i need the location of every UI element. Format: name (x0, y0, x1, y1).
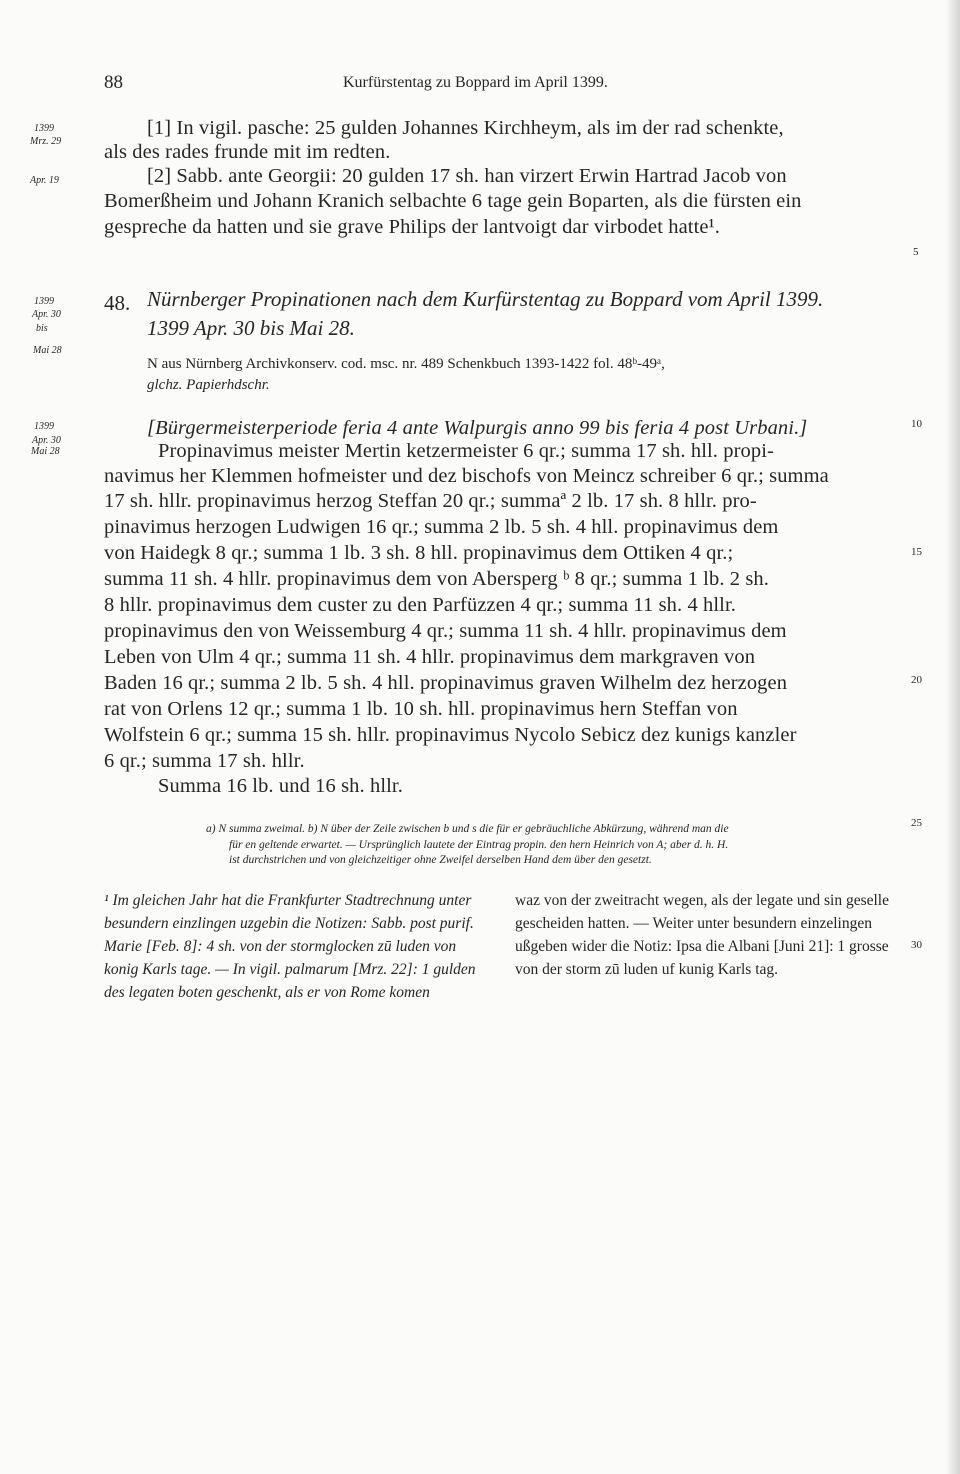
document-title: Nürnberger Propinationen nach dem Kurfürstentag zu Boppard vom April 1399. (147, 287, 824, 311)
text-line: [2] Sabb. ante Georgii: 20 gulden 17 sh. han virzert Erwin Hartrad Jacob von (147, 165, 787, 187)
running-title: Kurfürstentag zu Boppard im April 1399. (343, 74, 608, 91)
source-description: N aus Nürnberg Archivkonserv. cod. msc. nr. 489 Schenkbuch 1393-1422 fol. 48ᵇ-49ᵃ, (147, 356, 665, 372)
footnote-left-column: ¹ Im gleichen Jahr hat die Frankfurter Stadtrechnung unter besundern einzlingen uzgebin die Notizen: Sabb. post purif. Marie [Feb. 8]: 4 sh. von der stormglocken zū luden von konig Karls tage. — In vigil. palmarum [Mrz. 22]: 1 gulden des legaten boten geschenkt, als er von Rome komen (104, 892, 476, 1001)
margin-date: Mai 28 (31, 446, 60, 457)
text-line: Baden 16 qr.; summa 2 lb. 5 sh. 4 hll. propinavimus graven Wilhelm dez herzogen (104, 672, 788, 694)
margin-date: bis (36, 323, 48, 334)
margin-date: Mrz. 29 (30, 136, 62, 147)
page-edge-shadow (946, 0, 960, 1474)
line-number: 25 (911, 817, 922, 829)
text-line: Bomerßheim und Johann Kranich selbachte 6 tage gein Boparten, als die fürsten ein (104, 190, 802, 212)
line-number: 5 (913, 246, 919, 258)
summary-line: Summa 16 lb. und 16 sh. hllr. (158, 775, 403, 797)
text-line: Leben von Ulm 4 qr.; summa 11 sh. 4 hllr. propinavimus dem markgraven von (104, 646, 756, 668)
text-line: summa 11 sh. 4 hllr. propinavimus dem von Abersperg ᵇ 8 qr.; summa 1 lb. 2 sh. (104, 568, 769, 590)
line-number: 20 (911, 674, 922, 686)
line-number: 10 (911, 418, 922, 430)
text-line: [Bürgermeisterperiode feria 4 ante Walpurgis anno 99 bis feria 4 post Urbani.] (147, 417, 808, 439)
apparatus-note: ist durchstrichen und von gleichzeitiger ohne Zweifel derselben Hand dem über den gesetzt. (229, 854, 652, 866)
text-line: propinavimus den von Weissemburg 4 qr.; summa 11 sh. 4 hllr. propinavimus dem (104, 620, 787, 642)
line-number: 15 (911, 546, 922, 558)
margin-date-year: 1399 (34, 421, 54, 432)
margin-date: Apr. 19 (30, 175, 59, 186)
text-line: 17 sh. hllr. propinavimus herzog Steffan 20 qr.; summaª 2 lb. 17 sh. 8 hllr. pro- (104, 490, 757, 512)
source-description: glchz. Papierhdschr. (147, 377, 270, 393)
margin-date-year: 1399 (34, 296, 54, 307)
text-line: gespreche da hatten und sie grave Philips der lantvoigt dar virbodet hatte¹. (104, 216, 721, 238)
text-line: pinavimus herzogen Ludwigen 16 qr.; summa 2 lb. 5 sh. 4 hll. propinavimus dem (104, 516, 779, 538)
margin-date: Apr. 30 (32, 309, 61, 320)
margin-date: Apr. 30 (32, 435, 61, 446)
margin-date: Mai 28 (33, 345, 62, 356)
text-line: rat von Orlens 12 qr.; summa 1 lb. 10 sh. hll. propinavimus hern Steffan von (104, 698, 738, 720)
line-number: 30 (911, 939, 922, 951)
text-line: als des rades frunde mit im redten. (104, 141, 391, 163)
page-number: 88 (104, 72, 123, 93)
text-line: von Haidegk 8 qr.; summa 1 lb. 3 sh. 8 hll. propinavimus dem Ottiken 4 qr.; (104, 542, 734, 564)
document-number: 48. (104, 291, 131, 315)
margin-date-year: 1399 (34, 123, 54, 134)
apparatus-note: a) N summa zweimal. b) N über der Zeile zwischen b und s die für er gebräuchliche Abkürzung, während man die (206, 823, 729, 835)
text-line: [1] In vigil. pasche: 25 gulden Johannes Kirchheym, als im der rad schenkte, (147, 117, 784, 139)
text-line: Wolfstein 6 qr.; summa 15 sh. hllr. propinavimus Nycolo Sebicz dez kunigs kanzler (104, 724, 797, 746)
footnote-right-column: waz von der zweitracht wegen, als der legate und sin geselle gescheiden hatten. — Weiter unter besundern einzelingen ußgeben wider die Notiz: Ipsa die Albani [Juni 21]: 1 grosse von der storm zū luden uf kunig Karls tag. (515, 892, 889, 978)
text-line: Propinavimus meister Mertin ketzermeister 6 qr.; summa 17 sh. hll. propi- (158, 440, 774, 462)
text-line: 8 hllr. propinavimus dem custer zu den Parfüzzen 4 qr.; summa 11 sh. 4 hllr. (104, 594, 736, 616)
document-date: 1399 Apr. 30 bis Mai 28. (147, 316, 355, 340)
apparatus-note: für en geltende erwartet. — Ursprünglich lautete der Eintrag propin. den hern Heinrich von A; aber d. h. H. (229, 839, 729, 851)
text-line: 6 qr.; summa 17 sh. hllr. (104, 750, 305, 772)
text-line: navimus her Klemmen hofmeister und dez bischofs von Meincz schreiber 6 qr.; summa (104, 465, 829, 487)
